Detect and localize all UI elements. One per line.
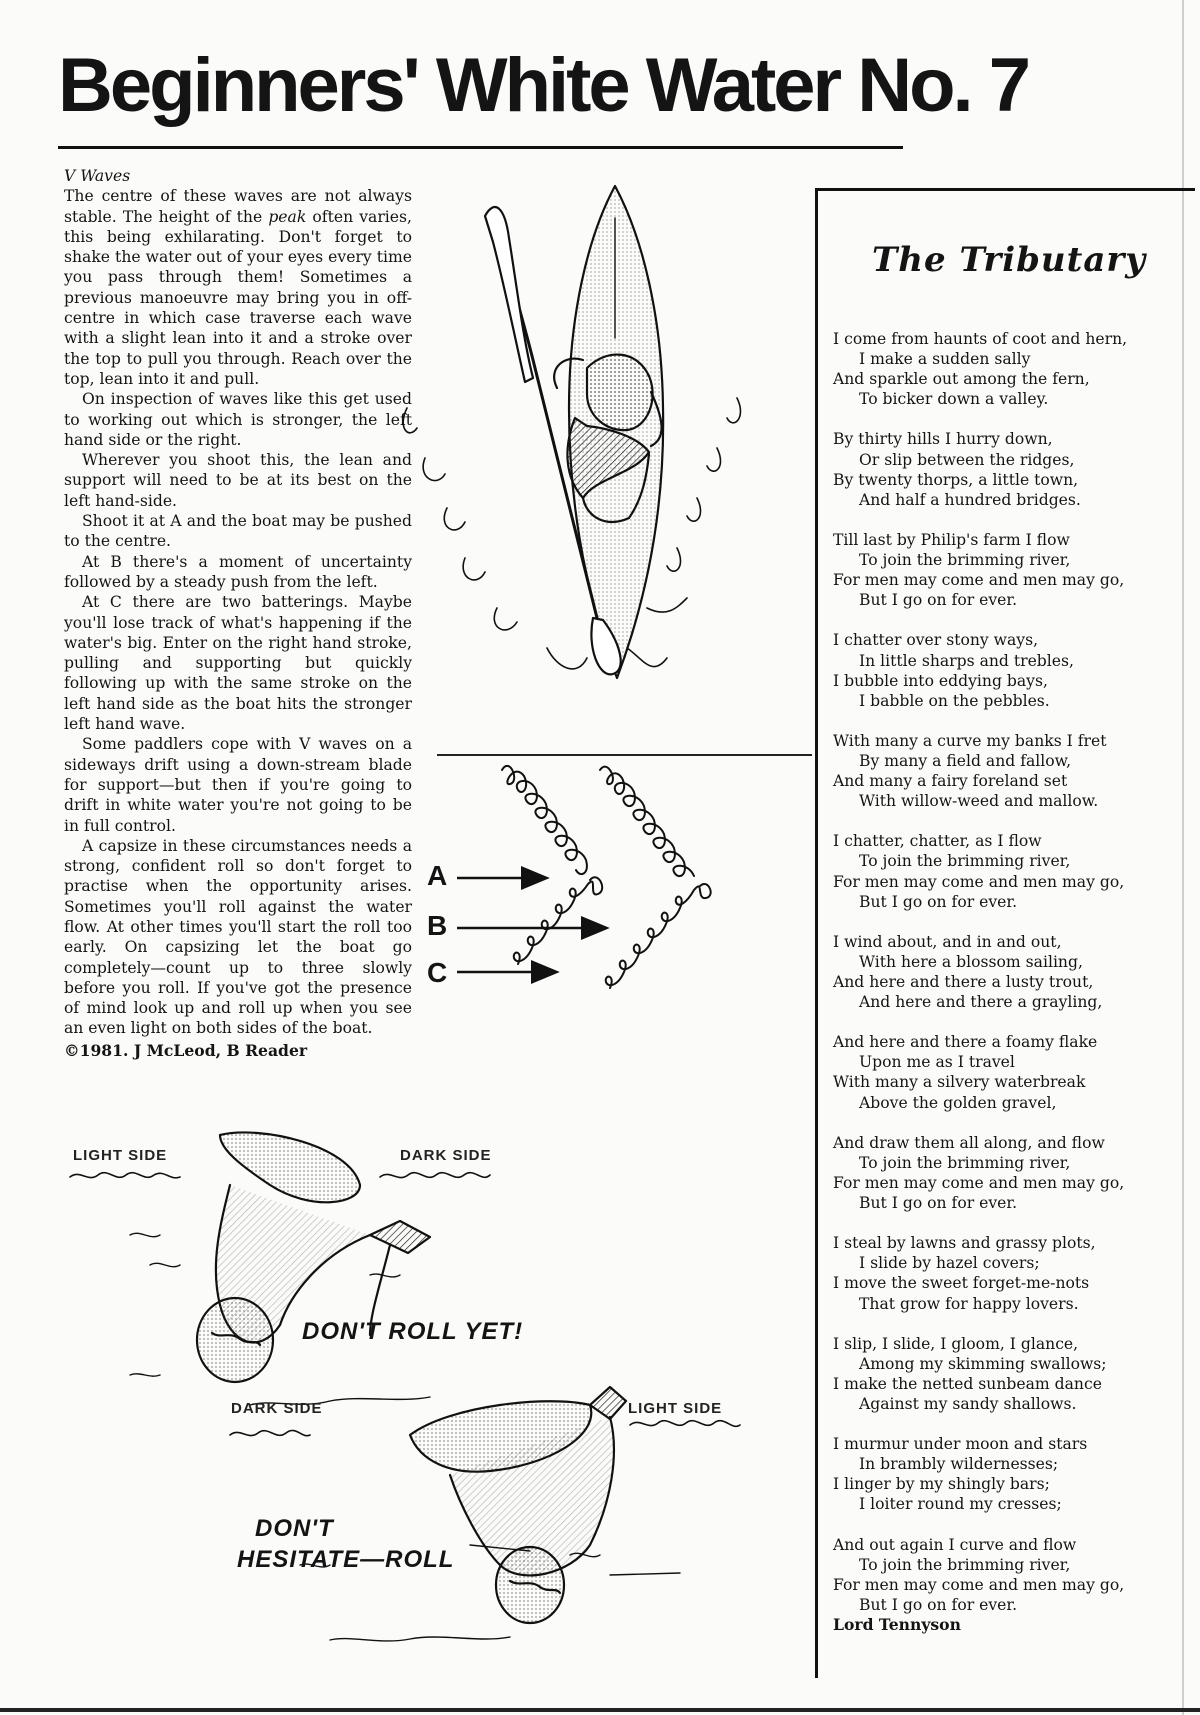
intro-italic-word: peak [268,207,307,226]
poem-stanza [833,1233,1163,1313]
poem-line: And out again I curve and flow [833,1535,1077,1554]
poem-line: For men may come and men may go, [833,571,1125,590]
poem-line: With many a curve my banks I fret [833,731,1107,750]
poem-line: I chatter over stony ways, [833,631,1039,650]
poem-line: With here a blossom sailing, [859,952,1083,971]
article-paragraph: Shoot it at A and the boat may be pushed to the centre. [64,512,412,551]
poem-title: The Tributary [872,240,1147,280]
poem-stanza [833,1334,1163,1414]
poem-line: With willow-weed and mallow. [859,792,1099,811]
article-paragraph: A capsize in these circumstances needs a strong, confident roll so don't forget to practise when the opportunity arises. Sometimes you'll roll against the water flow. At other times you'll start the roll too early. On capsizing let the boat go completely—count up to three slowly before you roll. If you've got the presence of mind look up and roll up when you see an even light on both sides of the boat. [64,836,412,1038]
poem-line: I linger by my shingly bars; [833,1475,1050,1494]
poem-line: And many a fairy foreland set [833,772,1068,791]
capsize-illustration-top [70,1125,540,1415]
light-side-label: LIGHT SIDE [73,1147,168,1164]
dont-caption-line1: DON'T [255,1515,334,1542]
article-subheading: V Waves [64,167,131,185]
dont-roll-yet-caption: DON'T ROLL YET! [302,1318,524,1345]
poem-line: I slip, I slide, I gloom, I glance, [833,1334,1079,1353]
poem-line: Against my sandy shallows. [859,1394,1077,1413]
poem-line: And here and there a lusty trout, [833,973,1094,991]
poem-line: Among my skimming swallows; [859,1354,1107,1373]
poem-line: But I go on for ever. [859,591,1018,610]
poem-stanza [833,831,1163,911]
poem-line: Or slip between the ridges, [859,450,1075,469]
article-paragraph: At B there's a moment of uncertainty followed by a steady push from the left. [64,552,412,591]
poem-line: I wind about, and in and out, [833,932,1062,951]
light-side-label-lower: LIGHT SIDE [628,1400,723,1417]
intro-text-start: The centre of these waves are not always stable. The height of the [64,187,412,226]
article-paragraph: On inspection of waves like this get used to working out which is stronger, the left hand side or the right. [64,390,412,449]
poem-line: For men may come and men may go, [833,1173,1125,1192]
poem-stanza [833,1133,1163,1213]
poem-stanza [833,1535,1163,1635]
article-intro-paragraph [64,186,412,389]
poem-line: To join the brimming river, [859,551,1071,570]
poem-line: But I go on for ever. [859,1595,1018,1614]
hesitate-roll-caption: HESITATE—ROLL [237,1546,455,1573]
poem-line: To bicker down a valley. [859,390,1049,409]
article-copyright: ©1981. J McLeod, B Reader [64,1040,308,1060]
poem-stanza [833,1434,1163,1514]
poem-line: For men may come and men may go, [833,872,1125,891]
poem-stanza [833,630,1163,710]
figure-divider [437,754,812,756]
poem-line: And draw them all along, and flow [833,1133,1105,1152]
poem-body [833,329,1163,1655]
poem-line: By twenty thorps, a little town, [833,470,1079,489]
poem-line: For men may come and men may go, [833,1575,1125,1594]
kayak-paddler-illustration [437,178,817,753]
title-underline [58,146,903,149]
poem-line: I slide by hazel covers; [859,1254,1040,1273]
poem-line: And sparkle out among the fern, [833,370,1090,389]
dark-side-label-lower: DARK SIDE [231,1400,323,1417]
poem-line: I loiter round my cresses; [859,1495,1062,1514]
poem-line: But I go on for ever. [859,892,1018,911]
poem-stanza [833,1032,1163,1112]
poem-line: To join the brimming river, [859,1555,1071,1574]
poem-line: By many a field and fallow, [859,751,1072,770]
wave-label-a: A [427,860,448,891]
poem-line: I chatter, chatter, as I flow [833,832,1042,851]
poem-line: Above the golden gravel, [859,1093,1057,1112]
poem-line: I move the sweet forget-me-nots [833,1274,1090,1293]
poem-line: I make a sudden sally [859,350,1031,369]
article-paragraph: Some paddlers cope with V waves on a sideways drift using a down-stream blade for support—but then if you're going to drift in white water you're not going to be in full control. [64,735,412,835]
poem-line: Till last by Philip's farm I flow [833,530,1070,549]
poem-line: But I go on for ever. [859,1194,1018,1213]
poem-stanza [833,429,1163,509]
poem-line: And here and there a foamy flake [833,1033,1098,1052]
poem-stanza [833,731,1163,811]
poem-author: Lord Tennyson [833,1615,961,1634]
article-paragraph: At C there are two batterings. Maybe you'll lose track of what's happening if the water's big. Enter on the right hand stroke, pulling and supporting but quickly following up with the same stroke on the left hand side as the boat hits the stronger left hand wave. [64,593,412,734]
poem-line: Upon me as I travel [859,1053,1015,1072]
poem-line: I come from haunts of coot and hern, [833,330,1128,348]
poem-line: I make the netted sunbeam dance [833,1374,1102,1393]
poem-line: In brambly wildernesses; [859,1455,1059,1474]
page-bottom-rule [0,1708,1200,1712]
poem-line: That grow for happy lovers. [859,1294,1079,1313]
poem-line: With many a silvery waterbreak [833,1073,1086,1092]
poem-stanza [833,530,1163,610]
poem-line: By thirty hills I hurry down, [833,430,1053,449]
intro-text-end: often varies, this being exhilarating. Don't forget to shake the water out of your eyes every time you pass through them! Sometimes a previous manoeuvre may bring you in off-centre in which case traverse each wave with a slight lean into it and a stroke over the top to pull you through. Reach over the top, lean into it and pull. [64,207,412,388]
poem-line: I babble on the pebbles. [859,691,1050,710]
poem-line: And here and there a grayling, [859,993,1103,1012]
article-column [64,166,412,1061]
poem-line: I murmur under moon and stars [833,1435,1088,1454]
poem-line: To join the brimming river, [859,852,1071,871]
wave-arrows [455,860,625,980]
poem-stanza [833,329,1163,409]
dark-side-label: DARK SIDE [400,1147,492,1164]
page-title: Beginners' White Water No. 7 [58,43,1029,128]
left-wave-crest [502,766,587,874]
poem-line: I bubble into eddying bays, [833,671,1048,690]
article-paragraph: Wherever you shoot this, the lean and support will need to be at its best on the left hand-side. [64,451,412,510]
poem-line: In little sharps and trebles, [859,651,1074,670]
poem-line: To join the brimming river, [859,1153,1071,1172]
poem-line: And half a hundred bridges. [859,490,1081,509]
poem-line: I steal by lawns and grassy plots, [833,1234,1096,1253]
poem-stanza [833,932,1163,1012]
wave-label-c: C [427,957,448,988]
wave-label-b: B [427,910,448,941]
